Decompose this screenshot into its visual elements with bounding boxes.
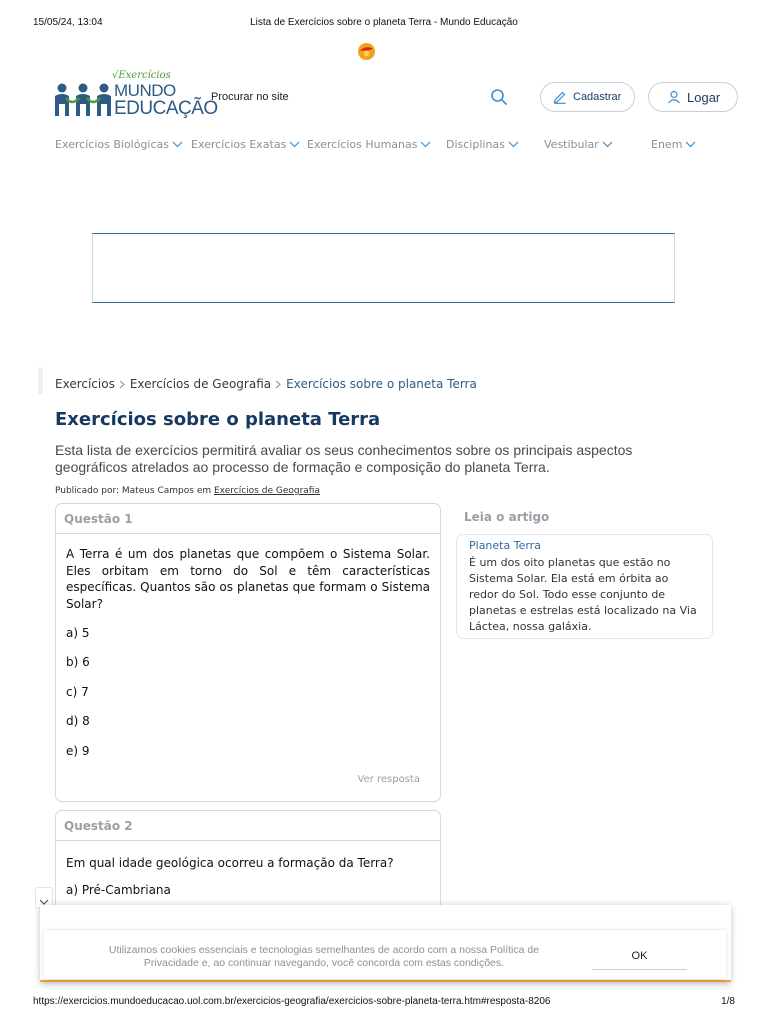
nav-item-label: Exercícios Biológicas [55, 138, 170, 151]
nav-item-vestibular[interactable] [544, 138, 613, 151]
ad-banner[interactable] [92, 233, 675, 303]
chevron-down-icon [602, 141, 613, 148]
search-icon[interactable] [490, 88, 508, 106]
answer-option[interactable]: a) 5 [66, 626, 90, 640]
cookie-text: Utilizamos cookies essenciais e tecnologias semelhantes de acordo com a nossa Política de Privacidade e, ao continuar navegando, você concorda com estas condições. [108, 944, 540, 969]
print-header [0, 0, 768, 40]
question-card [55, 503, 441, 802]
nav-item-label: Vestibular [544, 138, 599, 151]
login-button[interactable] [648, 82, 738, 112]
site-logo[interactable] [54, 70, 218, 122]
nav-item-exercicios-biologicas[interactable] [55, 138, 183, 151]
answer-option[interactable]: b) 6 [66, 655, 90, 669]
published-prefix: Publicado por: Mateus Campos em [55, 486, 214, 496]
nav-item-label: Disciplinas [446, 138, 505, 151]
aside-title: Leia o artigo [464, 510, 550, 524]
logo-text-line2: EDUCAÇÃO [114, 98, 218, 119]
cookie-ok-button[interactable]: OK [592, 942, 687, 970]
answer-option[interactable]: c) 7 [66, 685, 89, 699]
print-url: https://exercicios.mundoeducacao.uol.com.br/exercicios-geografia/exercicios-sobre-planeta-terra.htm#resposta-8206 [33, 996, 551, 1007]
chevron-down-icon [172, 141, 183, 148]
register-label: Cadastrar [573, 91, 622, 103]
nav-item-label: Exercícios Humanas [307, 138, 418, 151]
question-text: Em qual idade geológica ocorreu a formação da Terra? [66, 856, 394, 870]
published-category-link[interactable]: Exercícios de Geografia [214, 486, 320, 496]
people-logo-icon [54, 76, 112, 124]
related-article-link[interactable]: Planeta Terra [469, 539, 541, 552]
breadcrumb-current: Exercícios sobre o planeta Terra [286, 377, 477, 391]
show-answer-link[interactable]: Ver resposta [357, 774, 420, 785]
page-intro: Esta lista de exercícios permitirá avaliar os seus conhecimentos sobre os principais aspectos geográficos atrelados ao processo de formação e composição do planeta Terra. [55, 442, 633, 475]
question-text: A Terra é um dos planetas que compõem o Sistema Solar. Eles orbitam em torno do Sol e têm características específicas. Quantos são os planetas que formam o Sistema Solar? [66, 547, 430, 611]
page-title: Exercícios sobre o planeta Terra [55, 409, 381, 430]
related-article-card[interactable] [456, 534, 713, 639]
chevron-right-icon [119, 380, 125, 389]
logo-text-line1: MUNDO [114, 81, 176, 100]
answer-option[interactable]: a) Pré-Cambriana [66, 883, 171, 897]
search-label[interactable]: Procurar no site [211, 91, 289, 103]
published-by [55, 486, 320, 496]
uol-favicon-icon [357, 42, 376, 61]
nav-item-label: Exercícios Exatas [191, 138, 287, 151]
nav-item-exercicios-humanas[interactable] [307, 138, 431, 151]
question-label: Questão 1 [56, 504, 440, 534]
answer-option[interactable]: d) 8 [66, 714, 90, 728]
breadcrumb-item-geografia[interactable]: Exercícios de Geografia [129, 377, 272, 391]
print-footer [0, 996, 768, 1010]
cookie-banner-content [44, 929, 726, 979]
nav-item-enem[interactable] [651, 138, 696, 151]
login-label: Logar [687, 89, 721, 105]
related-article-summary: É um dos oito planetas que estão no Sistema Solar. Ela está em órbita ao redor do Sol. Todo esse conjunto de planetas e estrelas está localizado na Via Láctea, nossa galáxia. [469, 556, 697, 633]
cookie-banner [40, 905, 731, 982]
chevron-down-icon [685, 141, 696, 148]
chevron-down-icon [420, 141, 431, 148]
breadcrumb [55, 377, 477, 391]
logo-check-text: √Exercícios [112, 70, 171, 81]
chevron-down-icon [289, 141, 300, 148]
question-label: Questão 2 [56, 811, 440, 841]
breadcrumb-item-exercicios[interactable]: Exercícios [55, 377, 115, 391]
nav-item-label: Enem [651, 138, 683, 151]
answer-option[interactable]: e) 9 [66, 744, 90, 758]
user-icon [667, 90, 681, 104]
pencil-icon [553, 90, 567, 104]
print-page-number: 1/8 [721, 996, 735, 1007]
main-nav [0, 138, 768, 156]
nav-item-disciplinas[interactable] [446, 138, 519, 151]
chevron-right-icon [275, 380, 281, 389]
side-marker [38, 367, 43, 395]
register-button[interactable] [540, 82, 635, 112]
print-document-title: Lista de Exercícios sobre o planeta Terra - Mundo Educação [250, 17, 518, 28]
nav-item-exercicios-exatas[interactable] [191, 138, 300, 151]
chevron-down-icon [508, 141, 519, 148]
print-datetime: 15/05/24, 13:04 [33, 17, 103, 28]
